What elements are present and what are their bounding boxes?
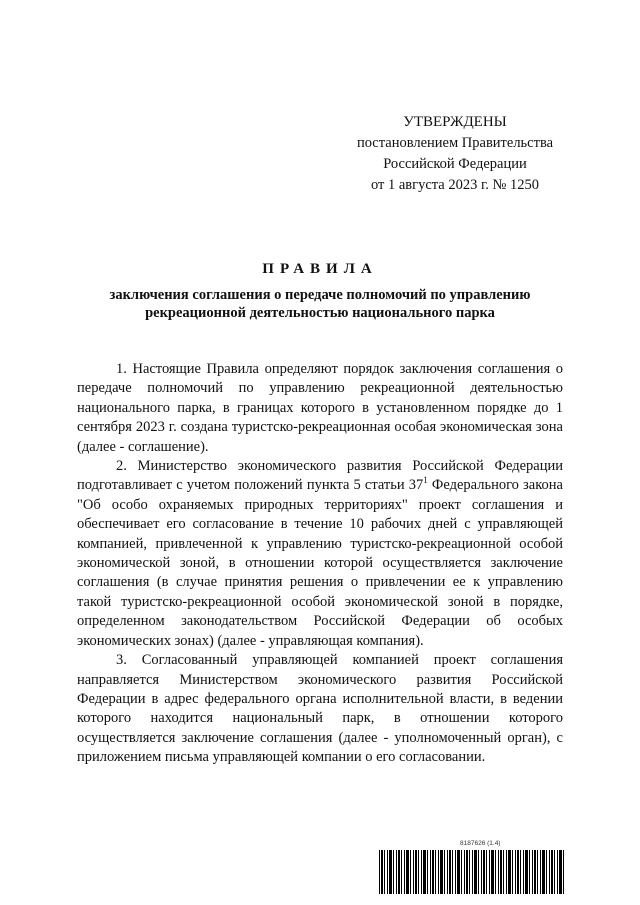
paragraph-3: 3. Согласованный управляющей компанией проект соглашения направляется Министерством экономического развития Российской Федерации в адрес федерального органа исполнительной власти, в ведении которого находится национальный парк, в отношении которого осуществляется заключение соглашения (далее - уполномоченный орган), с приложением письма управляющей компании о его согласовании. <box>77 652 563 766</box>
approval-line-decree: постановлением Правительства <box>356 135 554 151</box>
subtitle-line-2: рекреационной деятельностью национального парка <box>145 305 495 321</box>
paragraph-2 <box>77 457 563 651</box>
approval-line-date-number: от 1 августа 2023 г. № 1250 <box>370 177 540 193</box>
approval-stamp: УТВЕРЖДЕНЫ <box>403 114 507 130</box>
document-body <box>77 360 563 768</box>
barcode-icon <box>379 850 565 894</box>
subtitle-line-1: заключения соглашения о передаче полномочий по управлению <box>109 287 531 303</box>
document-title: ПРАВИЛА <box>262 261 378 277</box>
document-subtitle <box>80 286 560 322</box>
paragraph-2-text-end: Федерального закона "Об особо охраняемых природных территориях" проект соглашения и обеспечивает его согласование в течение 10 рабочих дней с управляющей компанией, привлеченной к управлению туристско-рекреационной особой экономической зоной, в отношении которой осуществляется заключение соглашения (в случае принятия решения о привлечении ее к управлению такой туристско-рекреационной особой экономической зоной в порядке, определенном законодательством Российской Федерации об особых экономических зонах) (далее - управляющая компания). <box>77 477 563 649</box>
approval-line-government: Российской Федерации <box>383 156 527 172</box>
paragraph-2-superscript: 1 <box>423 475 428 486</box>
document-number: 8187626 (1.4) <box>460 840 501 847</box>
paragraph-1: 1. Настоящие Правила определяют порядок заключения соглашения о передаче полномочий по управлению рекреационной деятельностью национального парка, в границах которого в установленном порядке до 1 сентября 2023 г. создана туристско-рекреационная особая экономическая зона (далее - соглашение). <box>77 361 563 455</box>
paragraph-2-text-start: 2. Министерство экономического развития Российской Федерации подготавливает с учетом положений пункта 5 статьи 37 <box>77 458 563 494</box>
approval-block <box>330 112 580 196</box>
